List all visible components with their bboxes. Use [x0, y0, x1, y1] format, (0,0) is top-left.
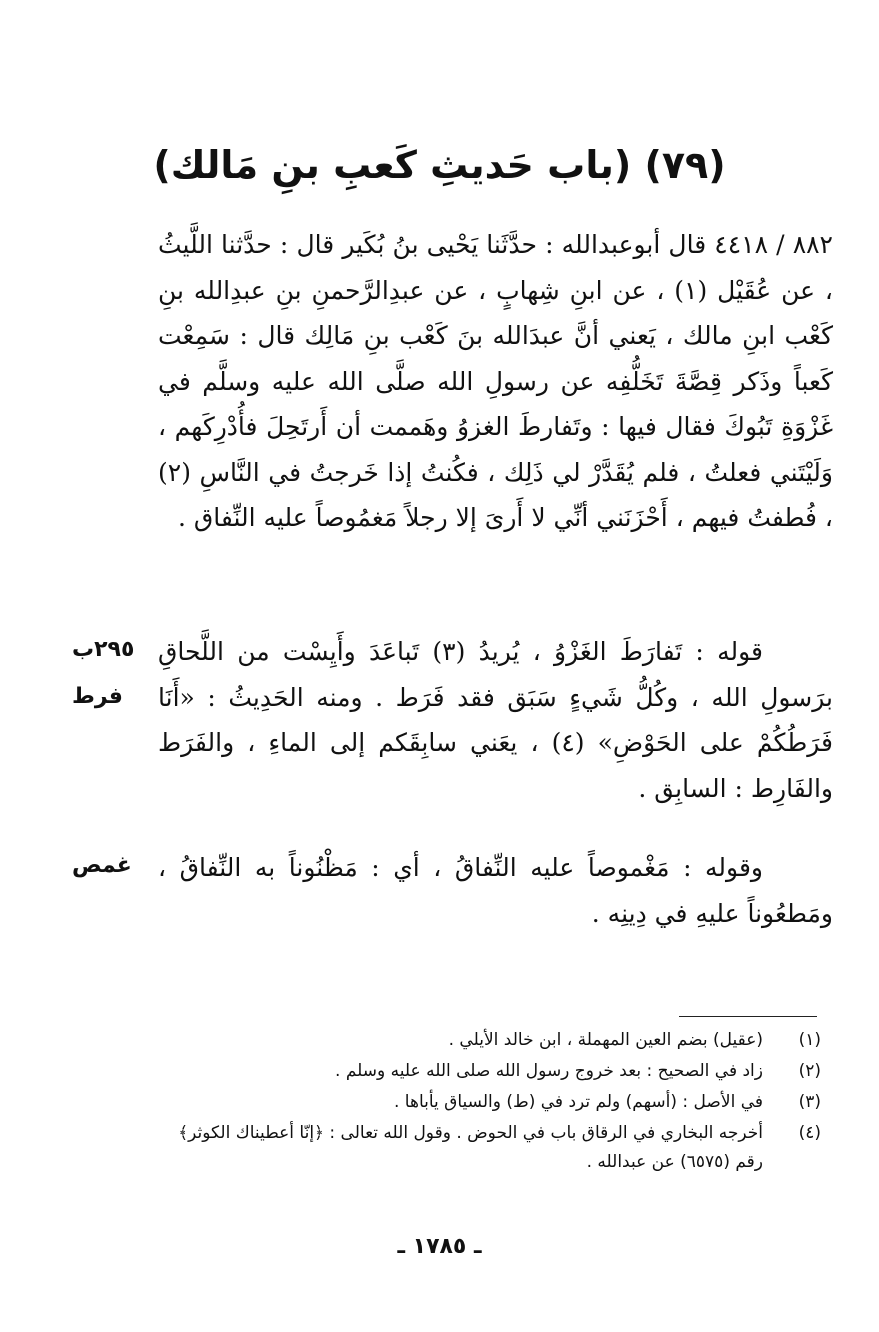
hadith-line: حدَّثنا اللَّيثُ ، عن عُقَيْل (١) ، عن ابنِ شِهابٍ ، عن عبدِالرَّحمنِ بنِ	[158, 230, 833, 305]
footnote	[156, 1057, 821, 1086]
footnote	[156, 1026, 821, 1055]
gloss-line: والفَارِط : السابِق .	[638, 773, 833, 803]
side-note-folio: ٢٩٥ب	[72, 637, 135, 662]
hadith-line: قال : سَمِعْت كَعباً وذَكر قِصَّةَ تَخَلُّفِه عن رسولِ الله صلَّى الله عليه	[158, 321, 833, 396]
footnote-text: أخرجه البخاري في الرقاق باب في الحوض . وقول الله تعالى : ﴿إنّا أعطيناك الكوثر﴾ رقم (٦٥٧٥) عن عبدالله .	[178, 1123, 763, 1172]
gloss-line: وقوله : مَغْموصاً عليه النِّفاقُ ، أي : مَظْنُوناً به النِّفاقُ ،	[158, 853, 763, 882]
hadith-line: النَّاسِ (٢) ، فُطفتُ فيهم ، أَحْزَنَني أنِّي لا أَرىَ إلا رجلاً مَغمُوصاً	[158, 457, 833, 532]
gloss-line: قوله : تَفارَطَ الغَزْوُ ، يُريدُ (٣) تَباعَدَ وأَيِسْت من اللَّحاقِ	[158, 637, 763, 666]
footnote-divider	[679, 1016, 817, 1017]
side-note-keyword: غمص	[72, 853, 132, 878]
page-number: ـ ١٧٨٥ ـ	[397, 1234, 482, 1259]
hadith-line: عبدِالله بنِ كَعْب ابنِ مالك ، يَعني أنَّ عبدَالله بنَ كَعْب بنِ مَالِك	[158, 275, 833, 350]
chapter-title: (٧٩) (باب حَديثِ كَعبِ بنِ مَالك)	[153, 143, 726, 187]
footnotes	[156, 1026, 821, 1179]
footnote	[156, 1119, 821, 1177]
gloss-tafarat	[158, 629, 833, 811]
gloss-line: ومَطعُوناً عليهِ في دِينِه .	[591, 898, 833, 928]
gloss-line: برَسولِ الله ، وكُلُّ شَيءٍ سَبَق فقد فَرَط . ومنه الحَدِيثُ : «أَنَا	[158, 682, 833, 712]
hadith-text	[158, 222, 833, 541]
footnote-text: في الأصل : (أسهم) ولم ترد في (ط) والسياق يأباها .	[394, 1092, 763, 1112]
footnote-number: (٣)	[798, 1092, 821, 1112]
footnote-number: (٤)	[798, 1123, 821, 1143]
footnote	[156, 1088, 821, 1117]
footnote-text: (عقيل) بضم العين المهملة ، ابن خالد الأيلي .	[448, 1030, 763, 1050]
footnote-number: (١)	[798, 1030, 821, 1050]
hadith-line: وسلَّم في غَزْوَةِ تَبُوكَ فقال فيها : وتَفارطَ الغزوُ وهَممت أن أَرتَحِلَ	[158, 366, 834, 441]
gloss-line: فَرَطُكُمْ على الحَوْضِ» (٤) ، يعَني سابِقَكم إلى الماءِ ، والفَرَط	[158, 728, 833, 757]
side-note-keyword: فرط	[72, 684, 123, 709]
footnote-number: (٢)	[798, 1061, 821, 1081]
gloss-maghmus	[158, 845, 833, 936]
hadith-line: عليه النِّفاق .	[177, 503, 308, 532]
hadith-line: فأُدْرِكَهم ، وَلَيْتَني فعلتُ ، فلم يُقَدَّرْ لي ذَلِك ، فكُنتُ إذا خَرجتُ في	[158, 412, 833, 487]
footnote-text: زاد في الصحيح : بعد خروج رسول الله صلى الله عليه وسلم .	[335, 1061, 763, 1081]
hadith-line: ٨٨٢ / ٤٤١٨ قال أبوعبدالله : حدَّثَنا يَحْيى بنُ بُكَير قال :	[279, 230, 833, 259]
